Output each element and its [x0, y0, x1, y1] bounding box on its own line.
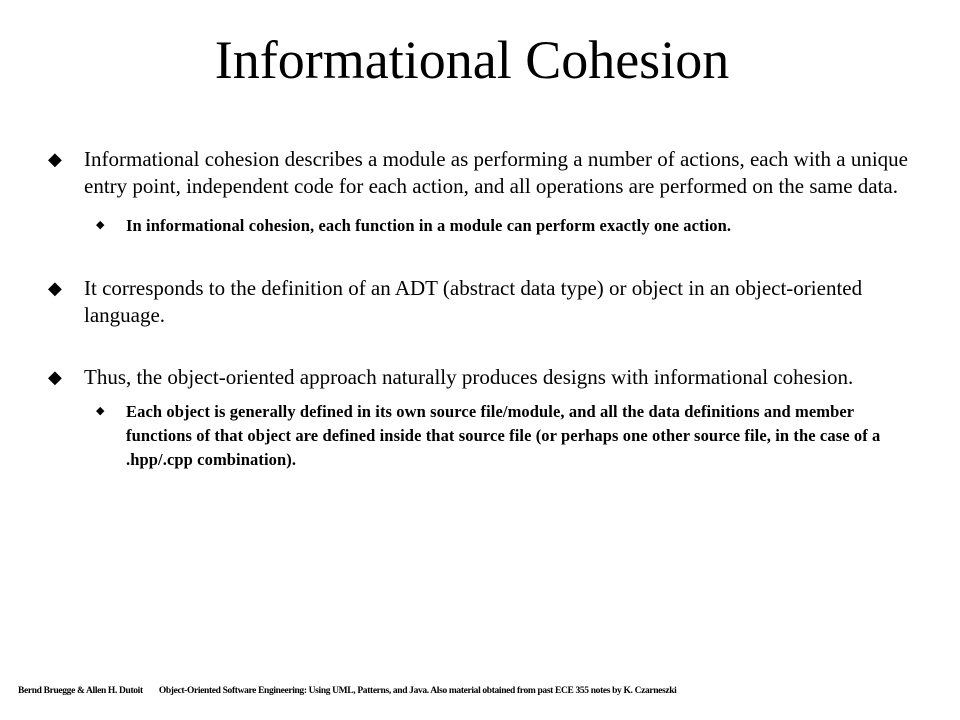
diamond-bullet-icon: ◆ [48, 367, 62, 388]
bullet-text: It corresponds to the definition of an ADT (abstract data type) or object in an object-oriented language. [84, 276, 863, 327]
bullet-text: Thus, the object-oriented approach naturally produces designs with informational cohesion. [84, 365, 854, 389]
bullet-item-3 [48, 364, 918, 391]
diamond-bullet-icon: ◆ [48, 149, 62, 170]
slide-title: Informational Cohesion [214, 30, 730, 90]
small-diamond-bullet-icon: ◆ [96, 403, 105, 417]
footer-source: Object-Oriented Software Engineering: Using UML, Patterns, and Java. Also material obtained from past ECE 355 notes by K. Czarneszki [158, 686, 677, 696]
bullet-list [48, 146, 918, 472]
sub-bullet-text: In informational cohesion, each function in a module can perform exactly one action. [126, 216, 732, 235]
sub-bullet-text: Each object is generally defined in its own source file/module, and all the data definitions and member functions of that object are defined inside that source file (or perhaps one other source file, in the case of a .hpp/.cpp combination). [126, 401, 881, 469]
diamond-bullet-icon: ◆ [48, 278, 62, 299]
footer-authors: Bernd Bruegge & Allen H. Dutoit [18, 686, 143, 696]
sub-bullet-item-1 [48, 214, 918, 238]
bullet-item-2 [48, 275, 918, 328]
slide-footer [18, 686, 676, 696]
bullet-text: Informational cohesion describes a module as performing a number of actions, each with a unique entry point, independent code for each action, and all operations are performed on the same data. [84, 147, 908, 198]
bullet-item-1 [48, 146, 918, 199]
small-diamond-bullet-icon: ◆ [96, 218, 105, 231]
sub-bullet-item-3 [48, 400, 918, 472]
